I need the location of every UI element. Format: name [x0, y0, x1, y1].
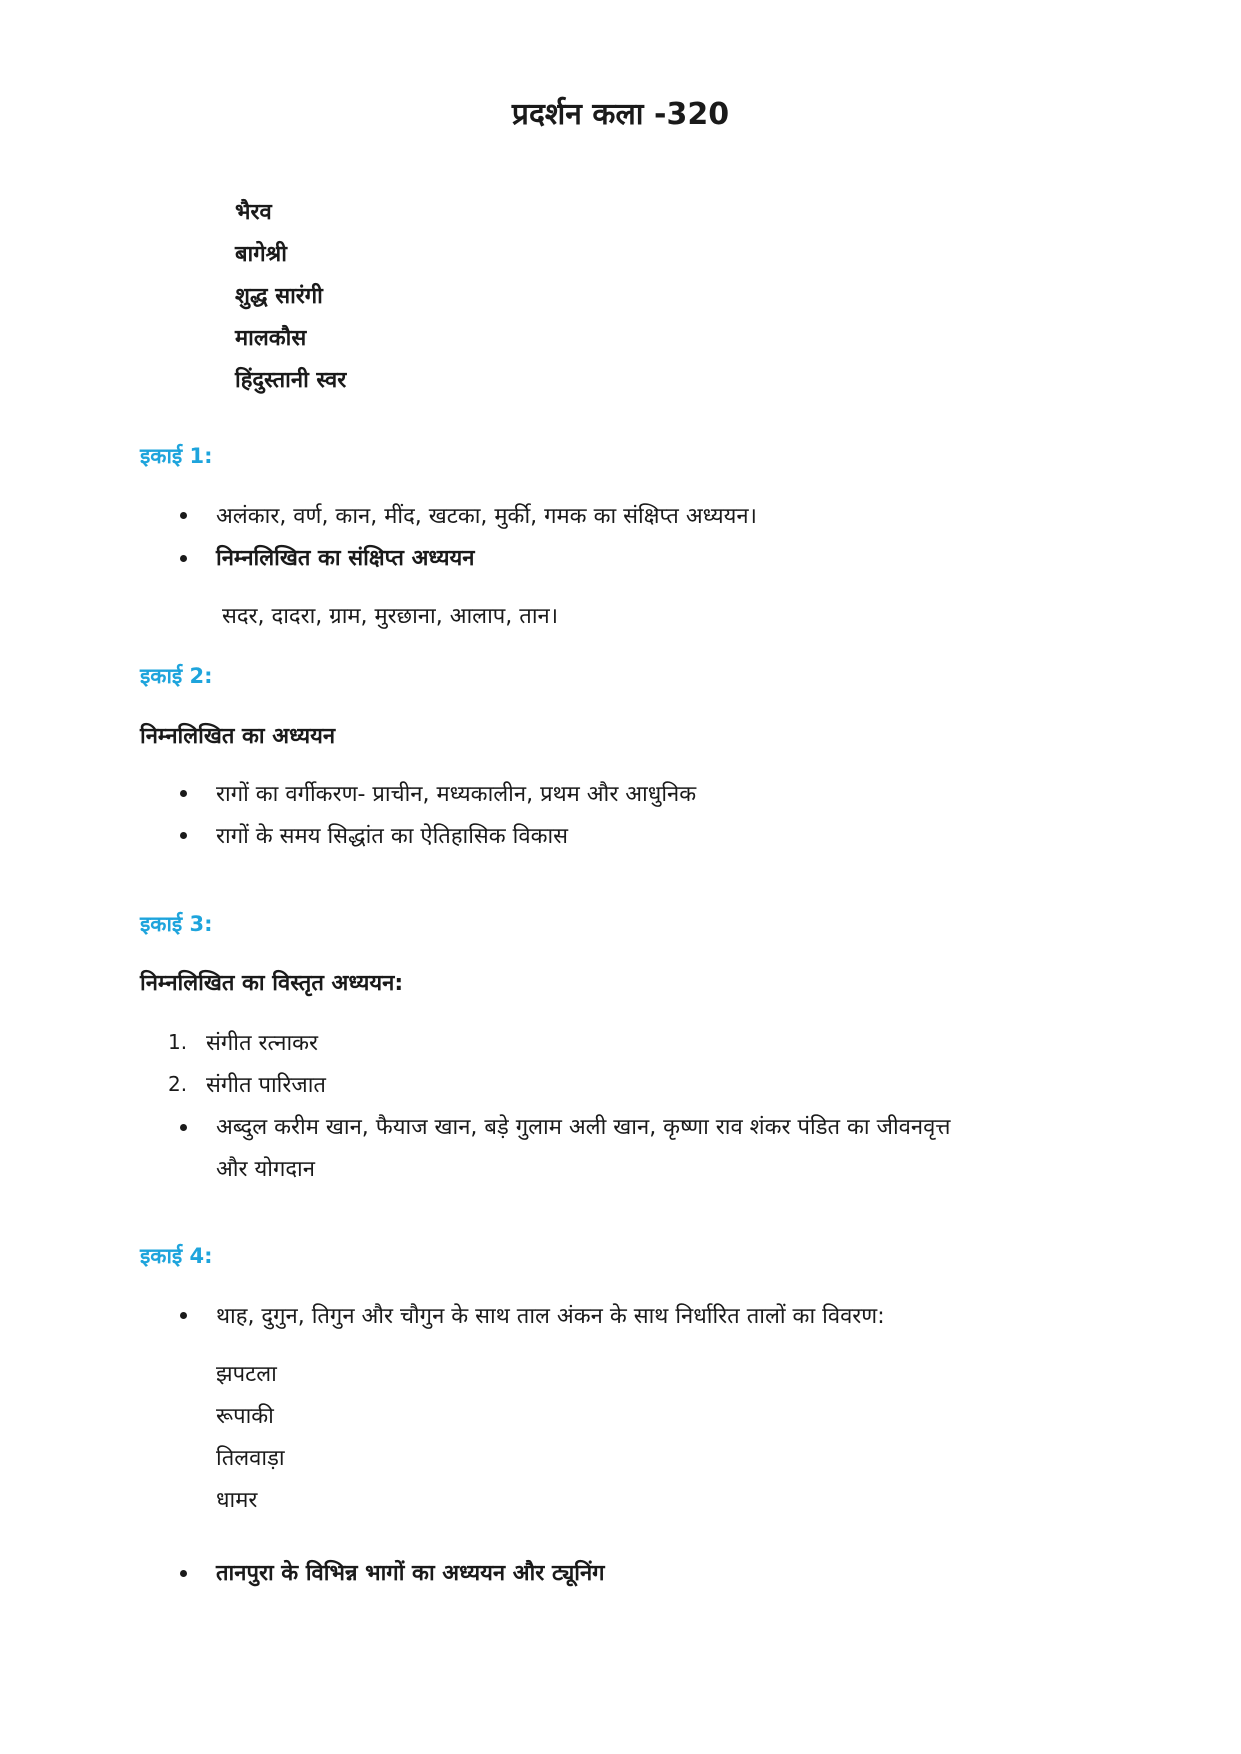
tala-item: रूपाकी: [216, 1404, 274, 1429]
unit-1-heading: इकाई 1:: [140, 444, 213, 468]
raga-item: मालकौस: [235, 326, 307, 351]
unit-3-item-1: संगीत रत्नाकर: [206, 1031, 319, 1056]
bullet-icon: [180, 1570, 187, 1577]
bullet-icon: [180, 512, 187, 519]
unit-3-subheading: निम्नलिखित का विस्तृत अध्ययन:: [140, 971, 404, 996]
unit-1-subtext: सदर, दादरा, ग्राम, मुरछाना, आलाप, तान।: [222, 604, 559, 629]
page-title: प्रदर्शन कला -320: [511, 97, 730, 132]
unit-3-item-2: संगीत पारिजात: [206, 1073, 326, 1098]
bullet-icon: [180, 832, 187, 839]
bullet-icon: [180, 555, 187, 562]
unit-3-heading: इकाई 3:: [140, 912, 213, 936]
tala-item: धामर: [216, 1488, 258, 1513]
raga-item: बागेश्री: [235, 242, 287, 267]
raga-item: हिंदुस्तानी स्वर: [235, 368, 347, 393]
unit-1-bullet-1: अलंकार, वर्ण, कान, मींद, खटका, मुर्की, गमक का संक्षिप्त अध्ययन।: [216, 504, 757, 529]
unit-3-bullet-line-1: अब्दुल करीम खान, फैयाज खान, बड़े गुलाम अली खान, कृष्णा राव शंकर पंडित का जीवनवृत्त: [216, 1115, 951, 1140]
unit-2-bullet-2: रागों के समय सिद्धांत का ऐतिहासिक विकास: [216, 824, 569, 849]
raga-item: शुद्ध सारंगी: [235, 284, 323, 309]
bullet-icon: [180, 1124, 187, 1131]
tala-item: तिलवाड़ा: [216, 1446, 285, 1471]
unit-2-subheading: निम्नलिखित का अध्ययन: [140, 724, 336, 749]
unit-4-heading: इकाई 4:: [140, 1244, 213, 1268]
list-number: 2.: [168, 1072, 188, 1096]
unit-3-bullet-line-2: और योगदान: [216, 1157, 315, 1182]
unit-4-bullet-1: थाह, दुगुन, तिगुन और चौगुन के साथ ताल अंकन के साथ निर्धारित तालों का विवरण:: [216, 1304, 885, 1329]
list-number: 1.: [168, 1030, 188, 1054]
unit-1-bullet-2: निम्नलिखित का संक्षिप्त अध्ययन: [216, 546, 475, 571]
unit-2-heading: इकाई 2:: [140, 664, 213, 688]
unit-4-bullet-2: तानपुरा के विभिन्न भागों का अध्ययन और ट्यूनिंग: [216, 1561, 605, 1586]
raga-item: भैरव: [235, 200, 272, 225]
unit-2-bullet-1: रागों का वर्गीकरण- प्राचीन, मध्यकालीन, प्रथम और आधुनिक: [216, 782, 697, 807]
bullet-icon: [180, 790, 187, 797]
tala-item: झपटला: [216, 1362, 277, 1387]
bullet-icon: [180, 1312, 187, 1319]
